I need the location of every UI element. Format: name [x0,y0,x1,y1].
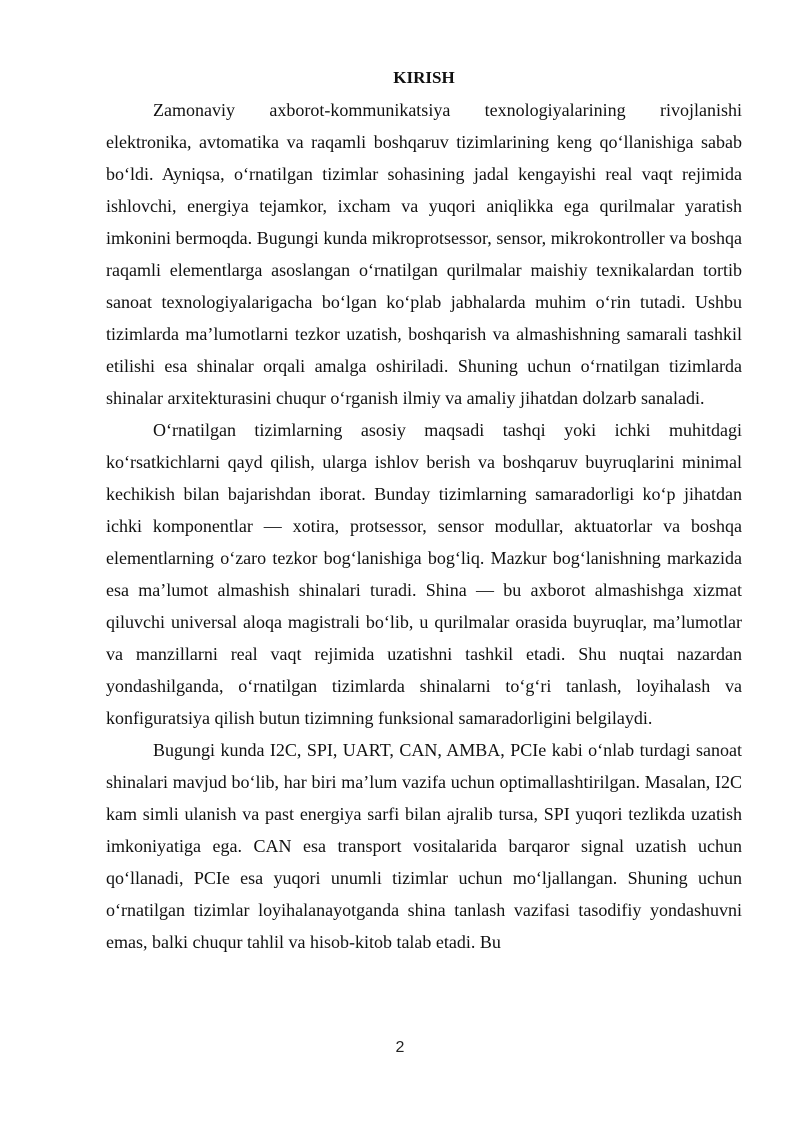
section-heading: KIRISH [393,68,455,87]
paragraph-3: Bugungi kunda I2C, SPI, UART, CAN, AMBA, PCIe kabi o‘nlab turdagi sanoat shinalari mavjud bo‘lib, har biri ma’lum vazifa uchun optimallashtirilgan. Masalan, I2C kam simli ulanish va past energiya sarfi bilan ajralib tursa, SPI yuqori tezlikda uzatish imkoniyatiga ega. CAN esa transport vositalarida barqaror signal uzatish uchun qo‘llanadi, PCIe esa yuqori unumli tizimlar uchun mo‘ljallangan. Shuning uchun o‘rnatilgan tizimlar loyihalanayotganda shina tanlash vazifasi tasodifiy yondashuvni emas, balki chuqur tahlil va hisob-kitob talab etadi. Bu [106,740,742,952]
page-number: 2 [395,1039,405,1056]
paragraph-2: O‘rnatilgan tizimlarning asosiy maqsadi tashqi yoki ichki muhitdagi ko‘rsatkichlarni qayd qilish, ularga ishlov berish va boshqaruv buyruqlarini minimal kechikish bilan bajarishdan iborat. Bunday tizimlarning samaradorligi ko‘p jihatdan ichki komponentlar — xotira, protsessor, sensor modullar, aktuatorlar va boshqa elementlarning o‘zaro tezkor bog‘lanishiga bog‘liq. Mazkur bog‘lanishning markazida esa ma’lumot almashish shinalari turadi. Shina — bu axborot almashishga xizmat qiluvchi universal aloqa magistrali bo‘lib, u qurilmalar orasida buyruqlar, ma’lumotlar va manzillarni real vaqt rejimida uzatishni tashkil etadi. Shu nuqtai nazardan yondashilganda, o‘rnatilgan tizimlarda shinalarni to‘g‘ri tanlash, loyihalash va konfiguratsiya qilish butun tizimning funksional samaradorligini belgilaydi. [106,420,742,728]
paragraph-1: Zamonaviy axborot-kommunikatsiya texnologiyalarining rivojlanishi elektronika, avtomatika va raqamli boshqaruv tizimlarining keng qo‘llanishiga sabab bo‘ldi. Ayniqsa, o‘rnatilgan tizimlar sohasining jadal kengayishi real vaqt rejimida ishlovchi, energiya tejamkor, ixcham va yuqori aniqlikka ega qurilmalar yaratish imkonini bermoqda. Bugungi kunda mikroprotsessor, sensor, mikrokontroller va boshqa raqamli elementlarga asoslangan o‘rnatilgan qurilmalar maishiy texnikalardan tortib sanoat texnologiyalarigacha bo‘lgan ko‘plab jabhalarda muhim o‘rin tutadi. Ushbu tizimlarda ma’lumotlarni tezkor uzatish, boshqarish va almashishning samarali tashkil etilishi esa shinalar orqali amalga oshiriladi. Shuning uchun o‘rnatilgan tizimlarda shinalar arxitekturasini chuqur o‘rganish ilmiy va amaliy jihatdan dolzarb sanaladi. [106,100,742,408]
document-page [106,62,742,958]
